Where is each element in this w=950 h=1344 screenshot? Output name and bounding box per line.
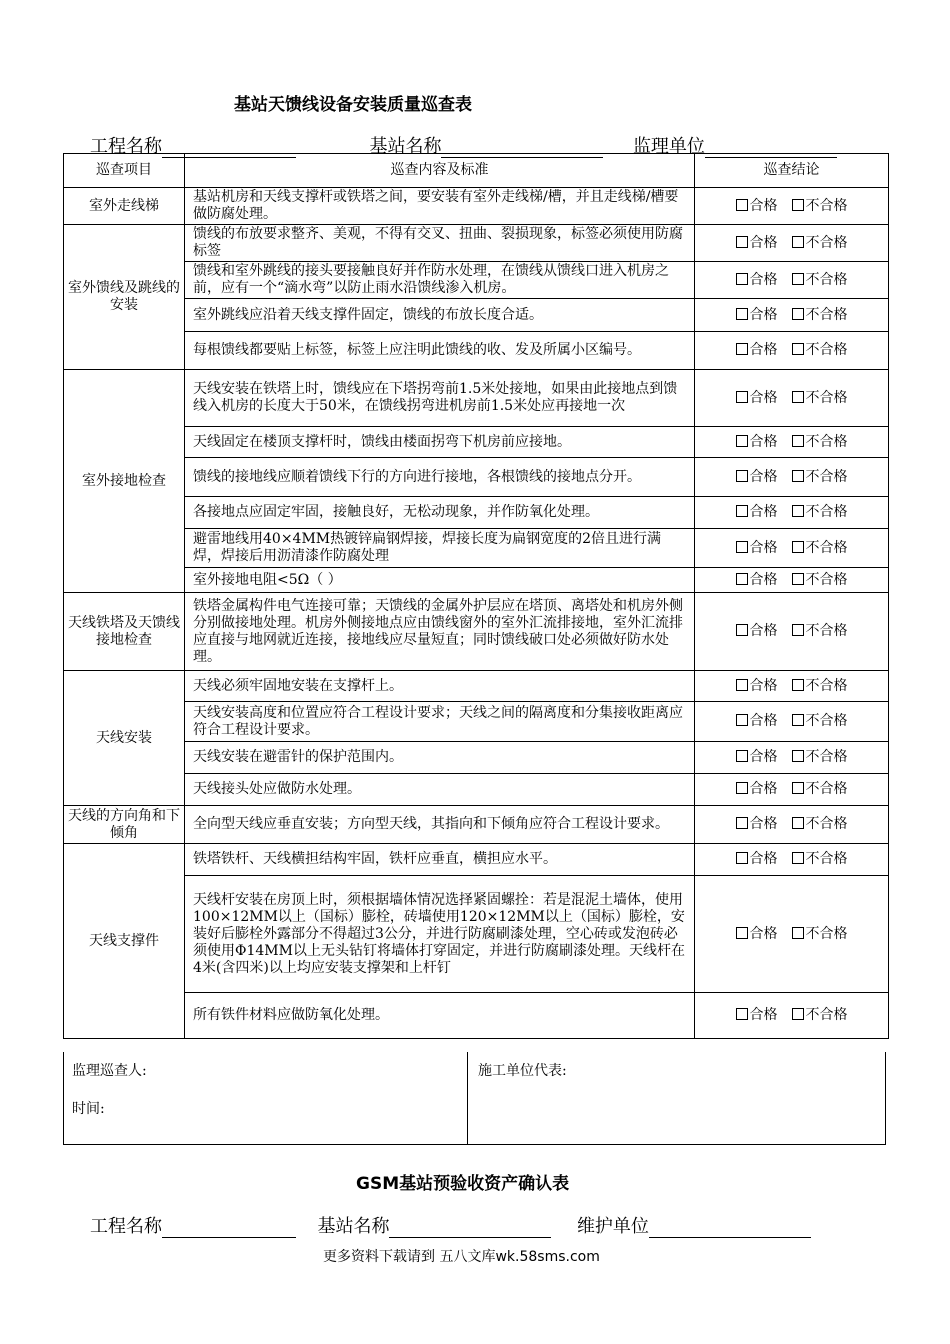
inspection-table [63,153,889,1039]
checkbox-icon [736,236,748,248]
fail-checkbox[interactable]: 不合格 [792,235,848,252]
table-row [64,993,889,1039]
maintenance-unit-label: 维护单位 [576,1216,649,1237]
result-cell [695,370,889,427]
checkbox-icon [736,470,748,482]
result-cell [695,458,889,497]
content-cell: 馈线的布放要求整齐、美观，不得有交叉、扭曲、裂损现象，标签必须使用防腐标签 [185,225,695,262]
checkbox-icon [792,199,804,211]
pass-checkbox[interactable]: 合格 [736,390,778,407]
checkbox-icon [792,714,804,726]
category-cell: 天线铁塔及天馈线接地检查 [64,593,185,671]
checkbox-icon [736,1008,748,1020]
checkbox-icon [792,391,804,403]
table-row [64,299,889,332]
checkbox-icon [792,817,804,829]
pass-checkbox[interactable]: 合格 [736,816,778,833]
supervisor-label[interactable]: 监理巡查人: [72,1063,147,1079]
pass-checkbox[interactable]: 合格 [736,235,778,252]
result-cell [695,702,889,742]
checkbox-icon [736,782,748,794]
checkbox-icon [736,714,748,726]
table-row [64,458,889,497]
table-row [64,593,889,671]
fail-checkbox[interactable]: 不合格 [792,749,848,766]
pass-checkbox[interactable]: 合格 [736,623,778,640]
checkbox-icon [792,1008,804,1020]
table-row [64,876,889,993]
fail-checkbox[interactable]: 不合格 [792,781,848,798]
result-cell [695,844,889,876]
result-cell [695,806,889,844]
pass-checkbox[interactable]: 合格 [736,469,778,486]
result-cell [695,593,889,671]
fail-checkbox[interactable]: 不合格 [792,926,848,943]
pass-checkbox[interactable]: 合格 [736,307,778,324]
result-cell [695,742,889,774]
table-row [64,225,889,262]
header-result: 巡查结论 [695,154,889,188]
content-cell: 室外跳线应沿着天线支撑件固定，馈线的布放长度合适。 [185,299,695,332]
category-cell: 天线的方向角和下倾角 [64,806,185,844]
project-name-label: 工程名称 [90,1216,162,1237]
station-name-label: 基站名称 [369,136,442,157]
table-row [64,427,889,458]
fail-checkbox[interactable]: 不合格 [792,390,848,407]
pass-checkbox[interactable]: 合格 [736,713,778,730]
pass-checkbox[interactable]: 合格 [736,504,778,521]
fail-checkbox[interactable]: 不合格 [792,540,848,557]
checkbox-icon [736,927,748,939]
fail-checkbox[interactable]: 不合格 [792,434,848,451]
table-row [64,671,889,702]
checkbox-icon [736,343,748,355]
fail-checkbox[interactable]: 不合格 [792,1007,848,1024]
second-document-title: GSM基站预验收资产确认表 [356,1174,570,1194]
category-cell: 室外接地检查 [64,370,185,593]
info-line-2 [90,1212,890,1238]
result-cell [695,671,889,702]
checkbox-icon [736,435,748,447]
result-cell [695,299,889,332]
result-cell [695,568,889,593]
time-label[interactable]: 时间: [72,1101,105,1117]
result-cell [695,876,889,993]
table-row [64,529,889,568]
pass-checkbox[interactable]: 合格 [736,678,778,695]
contractor-label[interactable]: 施工单位代表: [478,1063,567,1079]
table-row [64,774,889,806]
pass-checkbox[interactable]: 合格 [736,198,778,215]
table-row [64,188,889,225]
checkbox-icon [792,679,804,691]
maintenance-unit-blank[interactable] [649,1217,811,1238]
checkbox-icon [792,435,804,447]
result-cell [695,529,889,568]
result-cell [695,262,889,299]
pass-checkbox[interactable]: 合格 [736,434,778,451]
content-cell: 天线接头处应做防水处理。 [185,774,695,806]
table-row [64,702,889,742]
table-row [64,568,889,593]
table-row [64,497,889,529]
category-cell: 天线支撑件 [64,844,185,1039]
supervision-unit-label: 监理单位 [632,136,705,157]
checkbox-icon [792,750,804,762]
checkbox-icon [792,505,804,517]
fail-checkbox[interactable]: 不合格 [792,469,848,486]
checkbox-icon [792,782,804,794]
signature-section [63,1052,886,1145]
fail-checkbox[interactable]: 不合格 [792,816,848,833]
table-header-row [64,154,889,188]
table-row [64,332,889,370]
project-name-label: 工程名称 [90,136,162,157]
content-cell: 各接地点应固定牢固，接触良好，无松动现象，并作防氧化处理。 [185,497,695,529]
fail-checkbox[interactable]: 不合格 [792,678,848,695]
result-cell [695,993,889,1039]
signature-divider [467,1052,468,1144]
checkbox-icon [736,541,748,553]
result-cell [695,332,889,370]
checkbox-icon [792,343,804,355]
checkbox-icon [792,624,804,636]
result-cell [695,427,889,458]
pass-checkbox[interactable]: 合格 [736,851,778,868]
pass-checkbox[interactable]: 合格 [736,540,778,557]
checkbox-icon [736,505,748,517]
fail-checkbox[interactable]: 不合格 [792,307,848,324]
table-row [64,370,889,427]
checkbox-icon [736,817,748,829]
content-cell: 天线固定在楼顶支撑杆时，馈线由楼面拐弯下机房前应接地。 [185,427,695,458]
pass-checkbox[interactable]: 合格 [736,781,778,798]
content-cell: 天线安装在铁塔上时，馈线应在下塔拐弯前1.5米处接地，如果由此接地点到馈线入机房的长度大于50米，在馈线拐弯进机房前1.5米处应再接地一次 [185,370,695,427]
result-cell [695,225,889,262]
checkbox-icon [792,470,804,482]
content-cell: 铁塔金属构件电气连接可靠；天馈线的金属外护层应在塔顶、离塔处和机房外侧分别做接地处理。机房外侧接地点应由馈线窗外的室外汇流排接地，室外汇流排应直接与地网就近连接，接地线应尽量短直；同时馈线破口处必须做好防水处理。 [185,593,695,671]
fail-checkbox[interactable]: 不合格 [792,572,848,589]
category-cell: 室外馈线及跳线的安装 [64,225,185,370]
category-cell: 天线安装 [64,671,185,806]
checkbox-icon [736,624,748,636]
checkbox-icon [792,541,804,553]
content-cell: 避雷地线用40×4MM热镀锌扁钢焊接，焊接长度为扁钢宽度的2倍且进行满焊，焊接后用沥清漆作防腐处理 [185,529,695,568]
header-item: 巡查项目 [64,154,185,188]
table-row [64,806,889,844]
station-name-label: 基站名称 [317,1216,390,1237]
content-cell: 所有铁件材料应做防氧化处理。 [185,993,695,1039]
content-cell: 基站机房和天线支撑杆或铁塔之间，要安装有室外走线梯/槽，并且走线梯/槽要做防腐处理。 [185,188,695,225]
project-name-blank[interactable] [162,1217,296,1238]
pass-checkbox[interactable]: 合格 [736,572,778,589]
content-cell: 铁塔铁杆、天线横担结构牢固，铁杆应垂直，横担应水平。 [185,844,695,876]
pass-checkbox[interactable]: 合格 [736,272,778,289]
content-cell: 天线杆安装在房顶上时，须根据墙体情况选择紧固螺拴：若是混泥土墙体，使用100×12MM以上（国标）膨栓，砖墙使用120×12MM以上（国标）膨栓，安装好后膨栓外露部分不得超过3公分，并进行防腐刷漆处理，空心砖或发泡砖必须使用Φ14MM以上无头钻钉将墙体打穿固定，并进行防腐刷漆处理。天线杆在4米(含四米)以上均应安装支撑架和上杆钉 [185,876,695,993]
content-cell: 天线安装在避雷针的保护范围内。 [185,742,695,774]
category-cell: 室外走线梯 [64,188,185,225]
pass-checkbox[interactable]: 合格 [736,1007,778,1024]
pass-checkbox[interactable]: 合格 [736,342,778,359]
table-row [64,844,889,876]
checkbox-icon [736,199,748,211]
pass-checkbox[interactable]: 合格 [736,749,778,766]
fail-checkbox[interactable]: 不合格 [792,272,848,289]
document-title: 基站天馈线设备安装质量巡查表 [234,95,472,115]
checkbox-icon [736,852,748,864]
checkbox-icon [792,927,804,939]
checkbox-icon [792,852,804,864]
pass-checkbox[interactable]: 合格 [736,926,778,943]
footer-text: 更多资料下载请到 五八文库wk.58sms.com [323,1249,600,1265]
fail-checkbox[interactable]: 不合格 [792,623,848,640]
content-cell: 天线安装高度和位置应符合工程设计要求；天线之间的隔离度和分集接收距离应符合工程设计要求。 [185,702,695,742]
content-cell: 室外接地电阻<5Ω（ ） [185,568,695,593]
station-name-blank[interactable] [389,1217,551,1238]
fail-checkbox[interactable]: 不合格 [792,342,848,359]
content-cell: 全向型天线应垂直安装；方向型天线，其指向和下倾角应符合工程设计要求。 [185,806,695,844]
checkbox-icon [792,573,804,585]
table-row [64,262,889,299]
header-content: 巡查内容及标准 [185,154,695,188]
result-cell [695,774,889,806]
content-cell: 馈线和室外跳线的接头要接触良好并作防水处理，在馈线从馈线口进入机房之前，应有一个“滴水弯”以防止雨水沿馈线渗入机房。 [185,262,695,299]
checkbox-icon [736,308,748,320]
fail-checkbox[interactable]: 不合格 [792,198,848,215]
checkbox-icon [736,391,748,403]
checkbox-icon [736,750,748,762]
content-cell: 每根馈线都要贴上标签，标签上应注明此馈线的收、发及所属小区编号。 [185,332,695,370]
checkbox-icon [736,573,748,585]
result-cell [695,497,889,529]
checkbox-icon [736,273,748,285]
fail-checkbox[interactable]: 不合格 [792,713,848,730]
table-row [64,742,889,774]
fail-checkbox[interactable]: 不合格 [792,504,848,521]
content-cell: 馈线的接地线应顺着馈线下行的方向进行接地，各根馈线的接地点分开。 [185,458,695,497]
checkbox-icon [792,273,804,285]
content-cell: 天线必须牢固地安装在支撑杆上。 [185,671,695,702]
fail-checkbox[interactable]: 不合格 [792,851,848,868]
checkbox-icon [736,679,748,691]
checkbox-icon [792,236,804,248]
result-cell [695,188,889,225]
checkbox-icon [792,308,804,320]
